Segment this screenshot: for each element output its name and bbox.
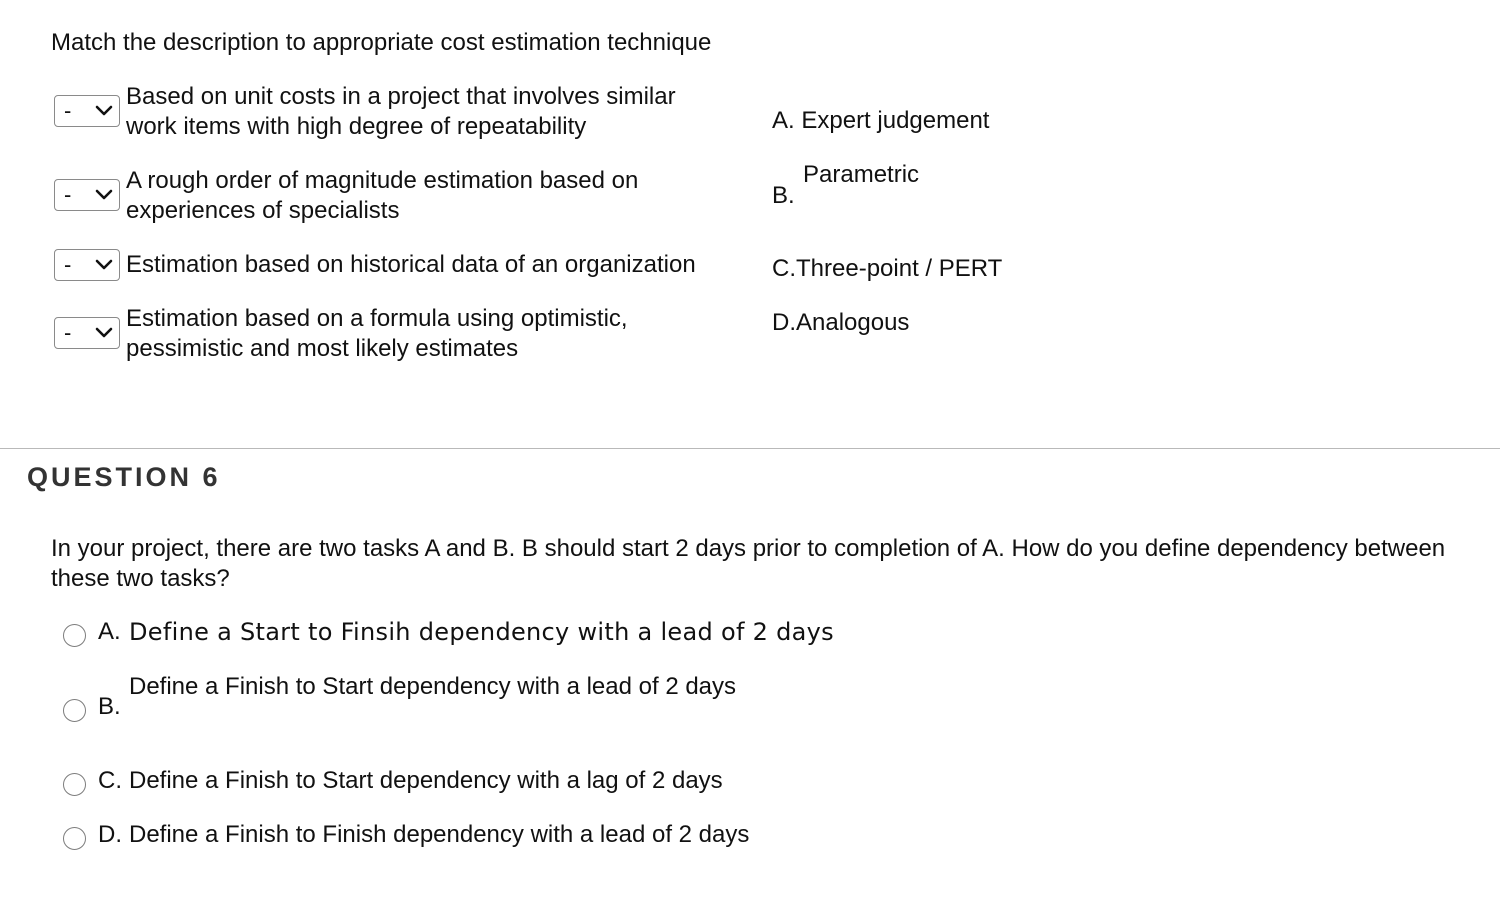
match-description-1	[126, 82, 766, 142]
match-select-1[interactable]	[54, 95, 120, 127]
answer-d	[772, 308, 909, 338]
description-line: Estimation based on historical data of an organization	[126, 251, 696, 278]
option-b-text[interactable]: Define a Finish to Start dependency with a lead of 2 days	[129, 673, 737, 700]
option-b-letter: B.	[98, 693, 121, 720]
select-value: -	[64, 320, 72, 345]
description-line: Based on unit costs in a project that involves similar	[126, 83, 676, 110]
answer-a	[772, 106, 989, 136]
answer-letter: C.	[772, 255, 796, 282]
description-line: Estimation based on a formula using optimistic,	[126, 305, 628, 332]
select-value: -	[64, 98, 72, 123]
option-a-letter: A.	[98, 618, 121, 645]
question-6-prompt: In your project, there are two tasks A and B. B should start 2 days prior to completion of A. How do you define dependency between these two tasks?	[51, 535, 1446, 592]
answer-c	[772, 254, 1002, 284]
chevron-down-icon	[95, 259, 113, 271]
answer-text: Three-point / PERT	[796, 255, 1003, 282]
chevron-down-icon	[95, 189, 113, 201]
answer-b-text: Parametric	[803, 161, 920, 188]
match-select-3[interactable]	[54, 249, 120, 281]
option-a-text[interactable]: Define a Start to Finsih dependency with a lead of 2 days	[129, 618, 834, 646]
answer-text: Analogous	[796, 309, 910, 336]
option-c-radio[interactable]	[63, 773, 86, 796]
question-5-prompt: Match the description to appropriate cost estimation technique	[51, 29, 712, 56]
chevron-down-icon	[95, 105, 113, 117]
match-description-3	[126, 250, 766, 280]
answer-letter: D.	[772, 309, 796, 336]
question-6-heading: QUESTION 6	[27, 462, 221, 492]
option-b-radio[interactable]	[63, 699, 86, 722]
option-d-letter: D.	[98, 821, 122, 848]
option-a-radio[interactable]	[63, 624, 86, 647]
answer-letter: A.	[772, 107, 795, 134]
option-d-text[interactable]: Define a Finish to Finish dependency with a lead of 2 days	[129, 821, 750, 848]
select-value: -	[64, 252, 72, 277]
match-description-2	[126, 166, 766, 226]
match-description-4	[126, 304, 766, 364]
section-divider	[0, 448, 1500, 449]
option-d-radio[interactable]	[63, 827, 86, 850]
option-c-letter: C.	[98, 767, 122, 794]
description-line: experiences of specialists	[126, 197, 400, 224]
chevron-down-icon	[95, 327, 113, 339]
answer-b-letter: B.	[772, 182, 795, 209]
match-select-2[interactable]	[54, 179, 120, 211]
select-value: -	[64, 182, 72, 207]
answer-text: Expert judgement	[801, 107, 990, 134]
description-line: A rough order of magnitude estimation based on	[126, 167, 639, 194]
match-select-4[interactable]	[54, 317, 120, 349]
description-line: work items with high degree of repeatability	[126, 113, 587, 140]
option-c-text[interactable]: Define a Finish to Start dependency with a lag of 2 days	[129, 767, 723, 794]
description-line: pessimistic and most likely estimates	[126, 335, 519, 362]
